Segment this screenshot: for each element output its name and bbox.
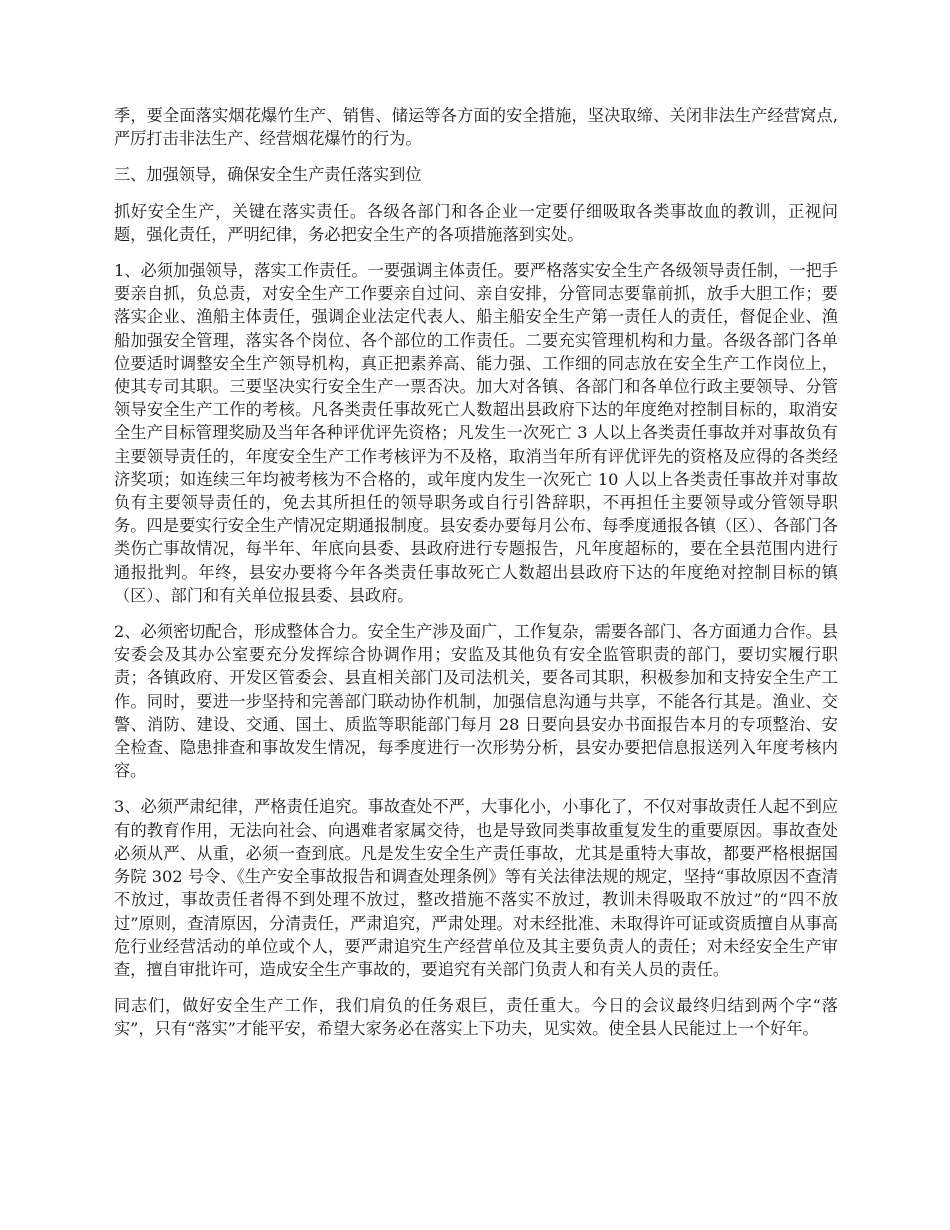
- paragraph-continuation: 季，要全面落实烟花爆竹生产、销售、储运等各方面的安全措施，坚决取缔、关闭非法生产经营窝点,严厉打击非法生产、经营烟花爆竹的行为。: [114, 106, 838, 149]
- document-body: [114, 104, 838, 1054]
- paragraph-item-1: 1、必须加强领导，落实工作责任。一要强调主体责任。要严格落实安全生产各级领导责任制，一把手要亲自抓，负总责，对安全生产工作要亲自过问、亲自安排，分管同志要靠前抓，放手大胆工作；要落实企业、渔船主体责任，强调企业法定代表人、船主船安全生产第一责任人的责任，督促企业、渔船加强安全管理，落实各个岗位、各个部位的工作责任。二要充实管理机构和力量。各级各部门各单位要适时调整安全生产领导机构，真正把素养高、能力强、工作细的同志放在安全生产工作岗位上，使其专司其职。三要坚决实行安全生产一票否决。加大对各镇、各部门和各单位行政主要领导、分管领导安全生产工作的考核。凡各类责任事故死亡人数超出县政府下达的年度绝对控制目标的，取消安全生产目标管理奖励及当年各种评优评先资格；凡发生一次死亡 3 人以上各类责任事故并对事故负有主要领导责任的，年度安全生产工作考核评为不及格，取消当年所有评优评先的资格及应得的各类经济奖项；如连续三年均被考核为不合格的，或年度内发生一次死亡 10 人以上各类责任事故并对事故负有主要领导责任的，免去其所担任的领导职务或自行引咎辞职，不再担任主要领导或分管领导职务。四是要实行安全生产情况定期通报制度。县安委办要每月公布、每季度通报各镇（区）、各部门各类伤亡事故情况，每半年、年底向县委、县政府进行专题报告，凡年度超标的，要在全县范围内进行通报批判。年终，县安办要将今年各类责任事故死亡人数超出县政府下达的年度绝对控制目标的镇（区）、部门和有关单位报县委、县政府。: [114, 261, 838, 605]
- paragraph-item-3: 3、必须严肃纪律，严格责任追究。事故查处不严，大事化小，小事化了，不仅对事故责任人起不到应有的教育作用，无法向社会、向遇难者家属交待，也是导致同类事故重复发生的重要原因。事故查处必须从严、从重，必须一查到底。凡是发生安全生产责任事故，尤其是重特大事故，都要严格根据国务院 302 号令、《生产安全事故报告和调查处理条例》等有关法律法规的规定，坚持“事故原因不查清不放过，事故责任者得不到处理不放过，整改措施不落实不放过，教训未得吸取不放过”的“四不放过”原则，查清原因，分清责任，严肃追究，严肃处理。对未经批准、未取得许可证或资质擅自从事高危行业经营活动的单位或个人，要严肃追究生产经营单位及其主要负责人的责任；对未经安全生产审查，擅自审批许可，造成安全生产事故的，要追究有关部门负责人和有关人员的责任。: [114, 797, 838, 979]
- paragraph-intro: 抓好安全生产，关键在落实责任。各级各部门和各企业一定要仔细吸取各类事故血的教训，正视问题，强化责任，严明纪律，务必把安全生产的各项措施落到实处。: [114, 201, 838, 244]
- paragraph-closing: 同志们，做好安全生产工作，我们肩负的任务艰巨，责任重大。今日的会议最终归结到两个字“落实”，只有“落实”才能平安，希望大家务必在落实上下功夫，见实效。使全县人民能过上一个好年。: [114, 996, 838, 1039]
- section-heading: 三、加强领导，确保安全生产责任落实到位: [114, 165, 422, 185]
- paragraph-item-2: 2、必须密切配合，形成整体合力。安全生产涉及面广，工作复杂，需要各部门、各方面通力合作。县安委会及其办公室要充分发挥综合协调作用；安监及其他负有安全监管职责的部门，要切实履行职责；各镇政府、开发区管委会、县直相关部门及司法机关，要各司其职，积极参加和支持安全生产工作。同时，要进一步坚持和完善部门联动协作机制，加强信息沟通与共享，不能各行其是。渔业、交警、消防、建设、交通、国土、质监等职能部门每月 28 日要向县安办书面报告本月的专项整治、安全检查、隐患排查和事故发生情况，每季度进行一次形势分析，县安办要把信息报送列入年度考核内容。: [114, 622, 838, 781]
